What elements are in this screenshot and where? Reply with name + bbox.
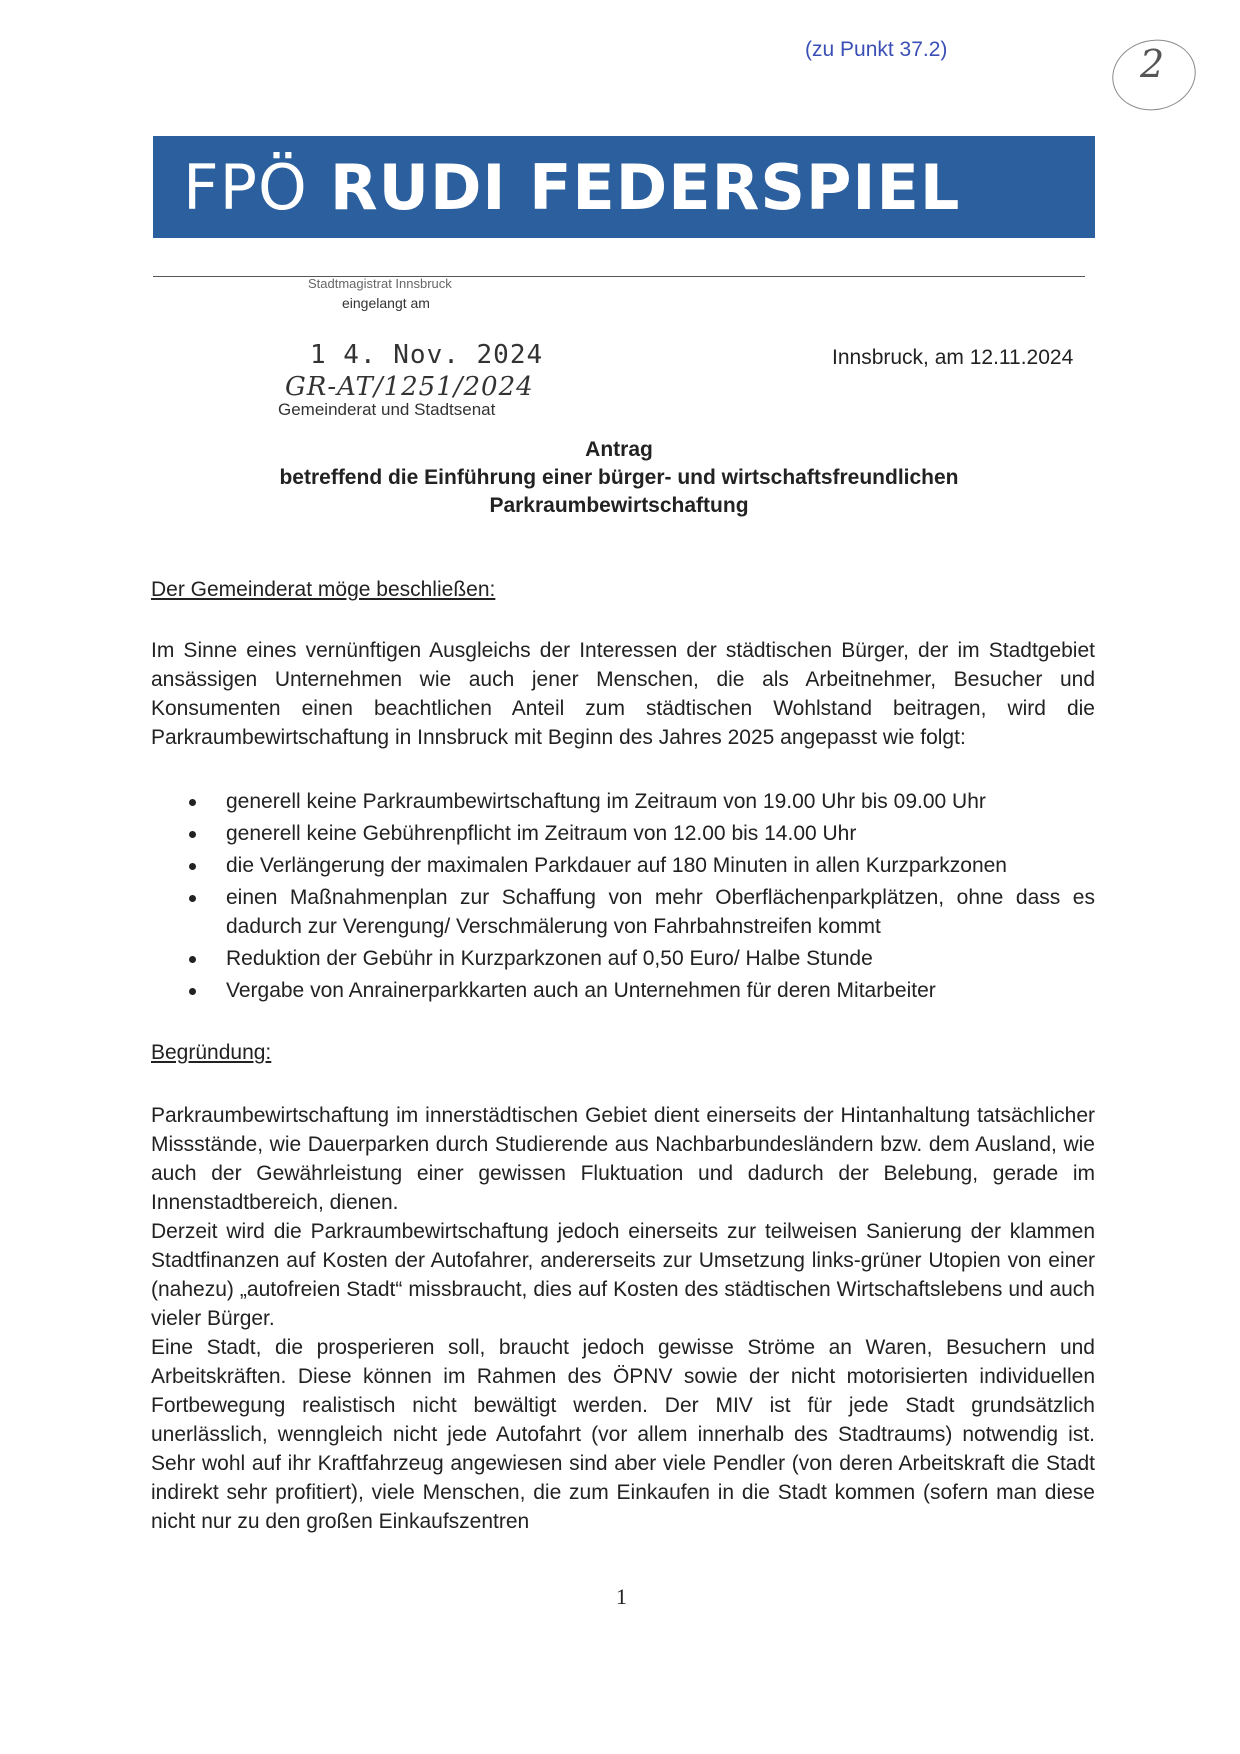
bullet-icon [189,831,196,838]
stamp-authority: Stadtmagistrat Innsbruck [308,276,452,291]
reason-heading: Begründung: [151,1041,272,1064]
stamp-department: Gemeinderat und Stadtsenat [278,400,496,419]
list-item [151,883,1095,941]
list-item-text: Vergabe von Anrainerparkkarten auch an Unternehmen für deren Mitarbeiter [226,979,936,1002]
page-number: 1 [616,1584,627,1609]
list-item-text: generell keine Gebührenpflicht im Zeitraum von 12.00 bis 14.00 Uhr [226,822,857,845]
stamp-date: 1 4. Nov. 2024 [310,340,544,370]
title-line-3: Parkraumbewirtschaftung [489,494,749,517]
list-item [151,976,1095,1005]
intro-paragraph: Im Sinne eines vernünftigen Ausgleichs der Interessen der städtischen Bürger, der im Stadtgebiet ansässigen Unternehmen wie auch jener Menschen, die als Arbeitnehmer, Besucher und Konsumenten einen beachtlichen Anteil zum städtischen Wohlstand beitragen, wird die Parkraumbewirtschaftung in Innsbruck mit Beginn des Jahres 2025 angepasst wie folgt: [151,639,1095,749]
agenda-reference: (zu Punkt 37.2) [805,38,948,61]
list-item [151,819,1095,848]
title-line-2: betreffend die Einführung einer bürger- und wirtschaftsfreundlichen [279,466,959,489]
list-item-text: die Verlängerung der maximalen Parkdauer auf 180 Minuten in allen Kurzparkzonen [226,854,1007,877]
motion-list [151,787,1095,1008]
list-item [151,851,1095,880]
page-marker: 2 [1140,42,1165,86]
party-logo-banner [153,136,1095,238]
stamp-file-number: GR-AT/1251/2024 [285,372,534,402]
list-item-text: Reduktion der Gebühr in Kurzparkzonen auf 0,50 Euro/ Halbe Stunde [226,947,873,970]
title-line-1: Antrag [585,438,653,461]
motion-heading: Der Gemeinderat möge beschließen: [151,578,496,601]
reason-paragraph: Derzeit wird die Parkraumbewirtschaftung jedoch einerseits zur teilweisen Sanierung der klammen Stadtfinanzen auf Kosten der Autofahrer, andererseits zur Umsetzung links-grüner Utopien von einer (nahezu) „autofreien Stadt“ missbraucht, dies auf Kosten des städtischen Wirtschaftslebens und auch vieler Bürger. [151,1220,1095,1330]
reason-paragraph: Eine Stadt, die prosperieren soll, braucht jedoch gewisse Ströme an Waren, Besuchern und Arbeitskräften. Diese können im Rahmen des ÖPNV sowie der nicht motorisierten individuellen Fortbewegung realistisch nicht bewältigt werden. Der MIV ist für jede Stadt grundsätzlich unerlässlich, wenngleich nicht jede Autofahrt (vor allem innerhalb des Stadtraums) notwendig ist. Sehr wohl auf ihr Kraftfahrzeug angewiesen sind aber viele Pendler (von deren Arbeitskraft die Stadt indirekt sehr profitiert), viele Menschen, die zum Einkaufen in die Stadt kommen (sofern man diese nicht nur zu den großen Einkaufszentren [151,1336,1095,1533]
stamp-received-label: eingelangt am [342,295,430,311]
place-and-date: Innsbruck, am 12.11.2024 [832,346,1074,369]
list-item [151,944,1095,973]
bullet-icon [189,799,196,806]
bullet-icon [189,863,196,870]
bullet-icon [189,988,196,995]
reason-section [151,1101,1095,1536]
logo-prefix: FPÖ [183,150,308,224]
bullet-icon [189,956,196,963]
header-divider [153,276,1085,277]
document-title [153,436,1085,520]
logo-name: RUDI FEDERSPIEL [329,150,961,224]
list-item [151,787,1095,816]
reason-paragraph: Parkraumbewirtschaftung im innerstädtischen Gebiet dient einerseits der Hintanhaltung tatsächlicher Missstände, wie Dauerparken durch Studierende aus Nachbarbundesländern bzw. dem Ausland, wie auch der Gewährleistung einer gewissen Fluktuation und dadurch der Belebung, gerade im Innenstadtbereich, dienen. [151,1104,1095,1214]
bullet-icon [189,895,196,902]
list-item-text: generell keine Parkraumbewirtschaftung im Zeitraum von 19.00 Uhr bis 09.00 Uhr [226,790,986,813]
list-item-text: einen Maßnahmenplan zur Schaffung von mehr Oberflächenparkplätzen, ohne dass es dadurch zur Verengung/ Verschmälerung von Fahrbahnstreifen kommt [226,886,1095,938]
